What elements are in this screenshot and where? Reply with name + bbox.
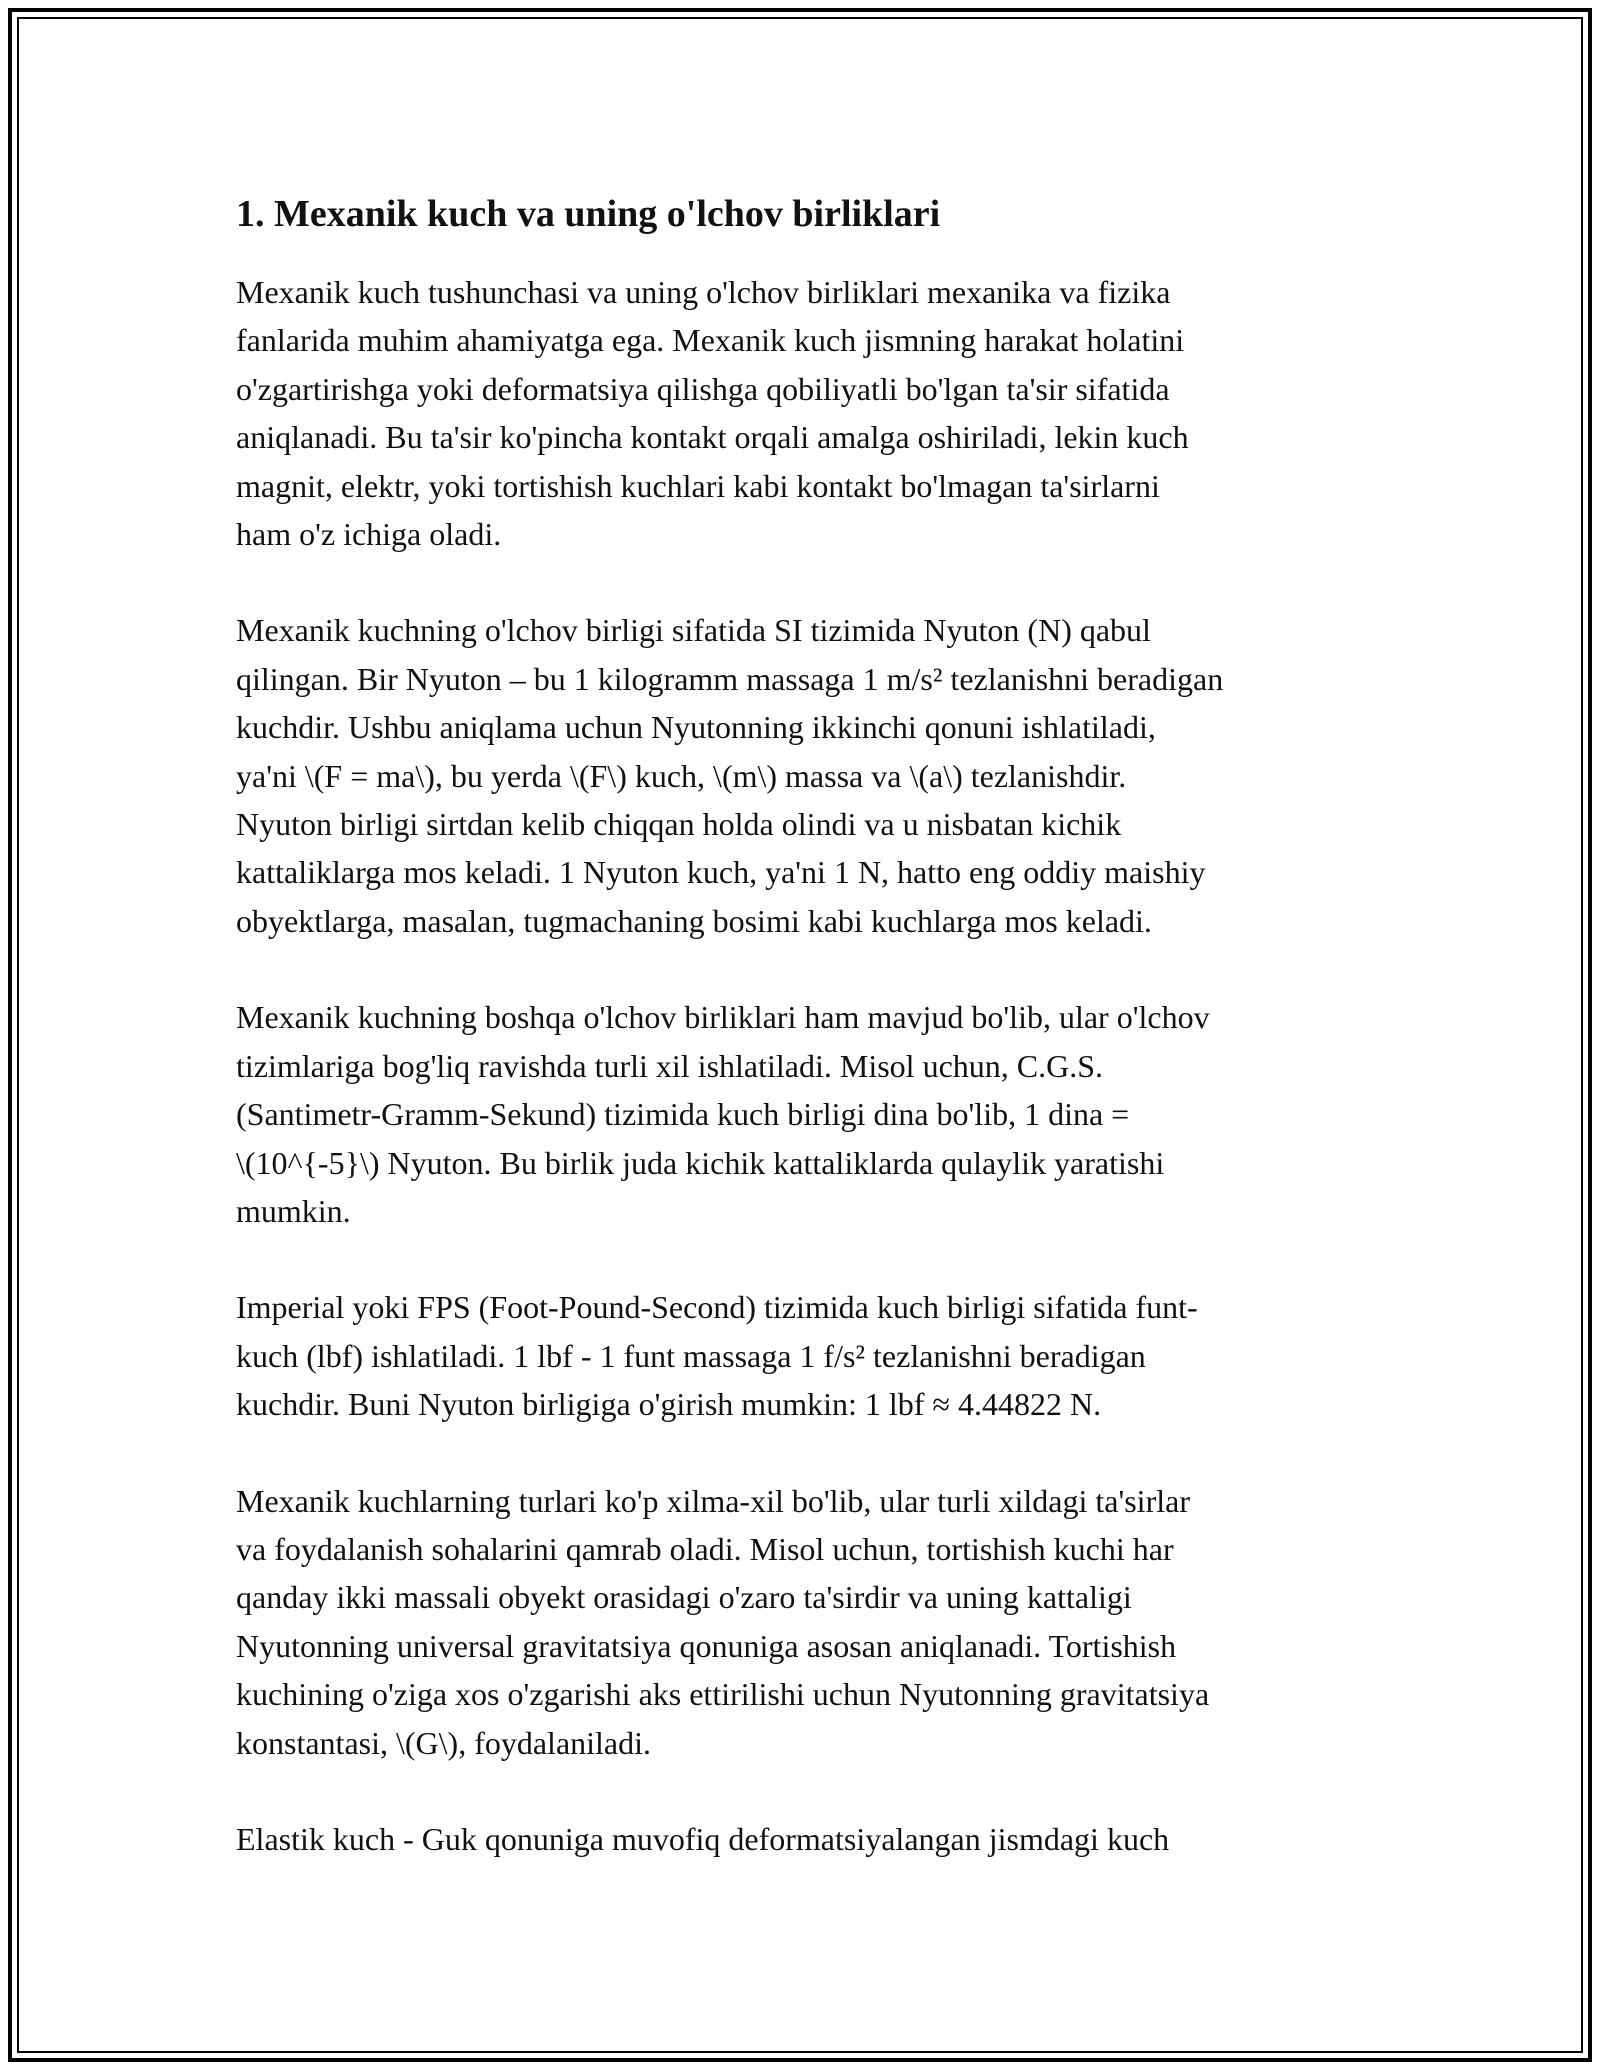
paragraph-cgs-unit: Mexanik kuchning boshqa o'lchov birliklari ham mavjud bo'lib, ular o'lchov tizimlariga bog'liq ravishda turli xil ishlatiladi. Misol uchun, C.G.S. (Santimetr-Gramm-Sekund) tizimida kuch birligi dina bo'lib, 1 dina = \(10^{-5}\) Nyuton. Bu birlik juda kichik kattaliklarda qulaylik yaratishi mumkin. <box>236 999 1210 1229</box>
paragraph-elastic-force: Elastik kuch - Guk qonuniga muvofiq deformatsiyalangan jismdagi kuch <box>236 1820 1170 1857</box>
paragraph-force-types: Mexanik kuchlarning turlari ko'p xilma-xil bo'lib, ular turli xildagi ta'sirlar va foydalanish sohalarini qamrab oladi. Misol uchun, tortishish kuchi har qanday ikki massali obyekt orasidagi o'zaro ta'sirdir va uning kattaligi Nyutonning universal gravitatsiya qonuniga asosan aniqlanadi. Tortishish kuchining o'ziga xos o'zgarishi aks ettirilishi uchun Nyutonning gravitatsiya konstantasi, \(G\), foydalaniladi. <box>236 1482 1210 1761</box>
document-body <box>236 188 1386 1911</box>
paragraph-si-unit: Mexanik kuchning o'lchov birligi sifatida SI tizimida Nyuton (N) qabul qilingan. Bir Nyuton – bu 1 kilogramm massaga 1 m/s² tezlanishni beradigan kuchdir. Ushbu aniqlama uchun Nyutonning ikkinchi qonuni ishlatiladi, ya'ni \(F = ma\), bu yerda \(F\) kuch, \(m\) massa va \(a\) tezlanishdir. Nyuton birligi sirtdan kelib chiqqan holda olindi va u nisbatan kichik kattaliklarga mos keladi. 1 Nyuton kuch, ya'ni 1 N, hatto eng oddiy maishiy obyektlarga, masalan, tugmachaning bosimi kabi kuchlarga mos keladi. <box>236 612 1224 939</box>
paragraph-definition: Mexanik kuch tushunchasi va uning o'lchov birliklari mexanika va fizika fanlarida muhim ahamiyatga ega. Mexanik kuch jismning harakat holatini o'zgartirishga yoki deformatsiya qilishga qobiliyatli bo'lgan ta'sir sifatida aniqlanadi. Bu ta'sir ko'pincha kontakt orqali amalga oshiriladi, lekin kuch magnit, elektr, yoki tortishish kuchlari kabi kontakt bo'lmagan ta'sirlarni ham o'z ichiga oladi. <box>236 274 1189 553</box>
paragraph-imperial-unit: Imperial yoki FPS (Foot-Pound-Second) tizimida kuch birligi sifatida funt- kuch (lbf) ishlatiladi. 1 lbf - 1 funt massaga 1 f/s² tezlanishni beradigan kuchdir. Buni Nyuton birligiga o'girish mumkin: 1 lbf ≈ 4.44822 N. <box>236 1289 1198 1423</box>
section-heading: 1. Mexanik kuch va uning o'lchov birliklari <box>236 193 941 235</box>
